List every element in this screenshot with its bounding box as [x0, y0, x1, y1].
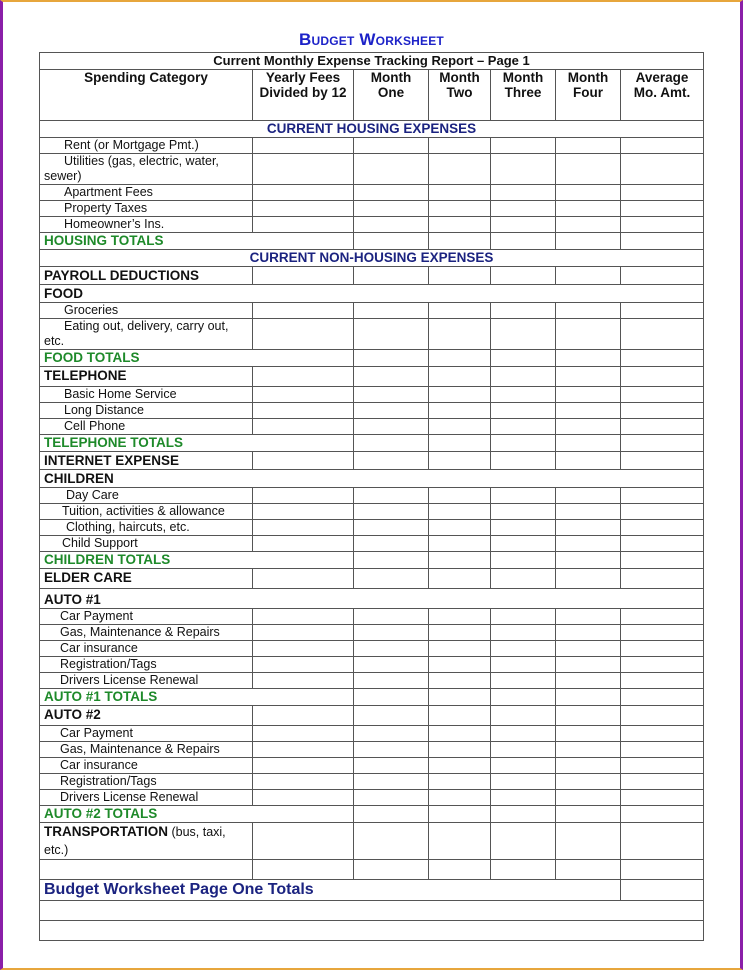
cell-month-four[interactable]: [556, 419, 621, 435]
cell-average[interactable]: [621, 860, 704, 880]
cell-month-one[interactable]: [354, 706, 429, 726]
cell-month-three[interactable]: [491, 823, 556, 860]
cell-yearly[interactable]: [253, 217, 354, 233]
cell-yearly[interactable]: [253, 154, 354, 185]
cell-month-two[interactable]: [429, 609, 491, 625]
transportation-label-bold: TRANSPORTATION: [44, 824, 168, 839]
cell-average[interactable]: [621, 185, 704, 201]
auto2-totals-label: AUTO #2 TOTALS: [40, 806, 354, 823]
blank-row[interactable]: [40, 901, 704, 921]
cell-month-one[interactable]: [354, 233, 429, 250]
cell-month-one[interactable]: [354, 569, 429, 589]
row-label: Long Distance: [40, 403, 253, 419]
cell-average[interactable]: [621, 673, 704, 689]
cell-month-four[interactable]: [556, 673, 621, 689]
budget-worksheet-table: [39, 52, 704, 941]
cell-month-four[interactable]: [556, 726, 621, 742]
cell-month-one[interactable]: [354, 435, 429, 452]
cell-average[interactable]: [621, 569, 704, 589]
cell-average[interactable]: [621, 350, 704, 367]
cell-month-four[interactable]: [556, 435, 621, 452]
cell-month-three[interactable]: [491, 552, 556, 569]
cell-month-four[interactable]: [556, 452, 621, 470]
cell-month-two[interactable]: [429, 350, 491, 367]
cell-month-three[interactable]: [491, 520, 556, 536]
cell-yearly[interactable]: [253, 488, 354, 504]
cell-month-one[interactable]: [354, 452, 429, 470]
cell-month-three[interactable]: [491, 138, 556, 154]
cell-average[interactable]: [621, 742, 704, 758]
cell-average[interactable]: [621, 689, 704, 706]
food-totals-label: FOOD TOTALS: [40, 350, 354, 367]
cell-average[interactable]: [621, 201, 704, 217]
cell-month-three[interactable]: [491, 726, 556, 742]
cell-month-one[interactable]: [354, 201, 429, 217]
cell-month-one[interactable]: [354, 790, 429, 806]
cell-average[interactable]: [621, 267, 704, 285]
cell-month-two[interactable]: [429, 504, 491, 520]
cell-month-one[interactable]: [354, 806, 429, 823]
cell-month-one[interactable]: [354, 367, 429, 387]
row-label: Apartment Fees: [40, 185, 253, 201]
cell-month-three[interactable]: [491, 689, 556, 706]
cell-month-two[interactable]: [429, 201, 491, 217]
transportation-note: (bus, taxi, etc.): [44, 825, 226, 857]
cell-yearly[interactable]: [253, 860, 354, 880]
telephone-group-label: TELEPHONE: [40, 367, 253, 387]
row-label: Gas, Maintenance & Repairs: [40, 625, 253, 641]
cell-average[interactable]: [621, 641, 704, 657]
cell-average[interactable]: [621, 552, 704, 569]
cell-month-two[interactable]: [429, 233, 491, 250]
cell-yearly[interactable]: [253, 673, 354, 689]
cell-month-one[interactable]: [354, 217, 429, 233]
cell-month-two[interactable]: [429, 419, 491, 435]
cell-month-two[interactable]: [429, 625, 491, 641]
cell-average[interactable]: [621, 233, 704, 250]
cell-month-three[interactable]: [491, 154, 556, 185]
cell-month-two[interactable]: [429, 758, 491, 774]
cell-average[interactable]: [621, 319, 704, 350]
cell-average[interactable]: [621, 504, 704, 520]
cell-month-four[interactable]: [556, 303, 621, 319]
cell-month-two[interactable]: [429, 569, 491, 589]
cell-month-four[interactable]: [556, 706, 621, 726]
cell-month-four[interactable]: [556, 217, 621, 233]
cell-month-two[interactable]: [429, 823, 491, 860]
cell-month-two[interactable]: [429, 367, 491, 387]
telephone-totals-label: TELEPHONE TOTALS: [40, 435, 354, 452]
cell-month-four[interactable]: [556, 609, 621, 625]
cell-average[interactable]: [621, 154, 704, 185]
auto2-group-label: AUTO #2: [40, 706, 253, 726]
cell-month-four[interactable]: [556, 201, 621, 217]
cell-month-one[interactable]: [354, 552, 429, 569]
cell-month-four[interactable]: [556, 790, 621, 806]
cell-yearly[interactable]: [253, 419, 354, 435]
cell-average[interactable]: [621, 419, 704, 435]
cell-yearly[interactable]: [253, 536, 354, 552]
row-label: Day Care: [40, 488, 253, 504]
cell-month-four[interactable]: [556, 552, 621, 569]
cell-month-two[interactable]: [429, 774, 491, 790]
blank-row[interactable]: [40, 921, 704, 941]
cell-month-two[interactable]: [429, 217, 491, 233]
col-header-category: Spending Category: [40, 70, 253, 121]
cell-month-one[interactable]: [354, 303, 429, 319]
cell-month-three[interactable]: [491, 488, 556, 504]
cell-month-one[interactable]: [354, 860, 429, 880]
cell-month-four[interactable]: [556, 387, 621, 403]
cell-month-two[interactable]: [429, 488, 491, 504]
cell-yearly[interactable]: [253, 387, 354, 403]
cell-month-two[interactable]: [429, 706, 491, 726]
row-label: Gas, Maintenance & Repairs: [40, 742, 253, 758]
cell-yearly[interactable]: [253, 303, 354, 319]
cell-average[interactable]: [621, 625, 704, 641]
cell-average[interactable]: [621, 774, 704, 790]
cell-yearly[interactable]: [253, 403, 354, 419]
cell-month-four[interactable]: [556, 641, 621, 657]
cell-month-three[interactable]: [491, 641, 556, 657]
cell-month-one[interactable]: [354, 641, 429, 657]
cell-yearly[interactable]: [253, 185, 354, 201]
col-header-month-four: Month Four: [556, 70, 621, 121]
cell-yearly[interactable]: [253, 823, 354, 860]
cell-month-four[interactable]: [556, 569, 621, 589]
cell-month-four[interactable]: [556, 154, 621, 185]
row-label: Groceries: [40, 303, 253, 319]
cell-month-one[interactable]: [354, 403, 429, 419]
cell-average[interactable]: [621, 387, 704, 403]
cell-month-three[interactable]: [491, 185, 556, 201]
cell-month-three[interactable]: [491, 569, 556, 589]
cell-month-four[interactable]: [556, 403, 621, 419]
cell-month-two[interactable]: [429, 138, 491, 154]
cell-month-three[interactable]: [491, 267, 556, 285]
cell-month-three[interactable]: [491, 419, 556, 435]
cell-month-one[interactable]: [354, 350, 429, 367]
elder-care-label: ELDER CARE: [40, 569, 253, 589]
cell-month-four[interactable]: [556, 689, 621, 706]
cell-month-three[interactable]: [491, 758, 556, 774]
cell-month-four[interactable]: [556, 504, 621, 520]
cell-average[interactable]: [621, 706, 704, 726]
cell-average[interactable]: [621, 520, 704, 536]
cell-month-two[interactable]: [429, 154, 491, 185]
cell-month-two[interactable]: [429, 689, 491, 706]
children-group-label: CHILDREN: [40, 470, 704, 488]
cell-month-two[interactable]: [429, 790, 491, 806]
cell-average[interactable]: [621, 657, 704, 673]
cell-month-three[interactable]: [491, 774, 556, 790]
cell-average[interactable]: [621, 758, 704, 774]
cell-yearly[interactable]: [253, 504, 354, 520]
row-label: Tuition, activities & allowance: [40, 504, 253, 520]
cell-average[interactable]: [621, 303, 704, 319]
row-label: Registration/Tags: [40, 657, 253, 673]
cell-month-two[interactable]: [429, 860, 491, 880]
cell-yearly[interactable]: [253, 641, 354, 657]
cell-month-four[interactable]: [556, 367, 621, 387]
cell-month-two[interactable]: [429, 726, 491, 742]
cell-month-three[interactable]: [491, 790, 556, 806]
cell-yearly[interactable]: [253, 657, 354, 673]
cell-yearly[interactable]: [253, 569, 354, 589]
cell-yearly[interactable]: [253, 625, 354, 641]
cell-month-one[interactable]: [354, 609, 429, 625]
cell-month-two[interactable]: [429, 435, 491, 452]
cell-month-one[interactable]: [354, 536, 429, 552]
auto1-group-label: AUTO #1: [40, 589, 704, 609]
section-header-non-housing: CURRENT NON-HOUSING EXPENSES: [40, 250, 704, 267]
cell-month-three[interactable]: [491, 233, 556, 250]
cell-average[interactable]: [621, 138, 704, 154]
cell-month-four[interactable]: [556, 742, 621, 758]
col-header-month-one: Month One: [354, 70, 429, 121]
cell-month-four[interactable]: [556, 806, 621, 823]
cell-average[interactable]: [621, 403, 704, 419]
cell-month-one[interactable]: [354, 387, 429, 403]
blank-cell[interactable]: [40, 860, 253, 880]
row-label: Car insurance: [40, 758, 253, 774]
cell-month-four[interactable]: [556, 625, 621, 641]
row-label: Homeowner’s Ins.: [40, 217, 253, 233]
cell-month-four[interactable]: [556, 823, 621, 860]
cell-month-three[interactable]: [491, 403, 556, 419]
cell-month-one[interactable]: [354, 625, 429, 641]
cell-month-one[interactable]: [354, 657, 429, 673]
cell-month-two[interactable]: [429, 673, 491, 689]
cell-month-two[interactable]: [429, 641, 491, 657]
cell-month-two[interactable]: [429, 387, 491, 403]
cell-average[interactable]: [621, 435, 704, 452]
cell-month-three[interactable]: [491, 625, 556, 641]
cell-month-three[interactable]: [491, 742, 556, 758]
cell-month-one[interactable]: [354, 504, 429, 520]
cell-month-one[interactable]: [354, 758, 429, 774]
cell-yearly[interactable]: [253, 726, 354, 742]
row-label: Utilities (gas, electric, water, sewer): [40, 154, 253, 185]
cell-month-four[interactable]: [556, 657, 621, 673]
cell-month-four[interactable]: [556, 520, 621, 536]
cell-month-one[interactable]: [354, 742, 429, 758]
cell-month-two[interactable]: [429, 185, 491, 201]
cell-month-one[interactable]: [354, 319, 429, 350]
cell-yearly[interactable]: [253, 520, 354, 536]
col-header-yearly: Yearly Fees Divided by 12: [253, 70, 354, 121]
cell-average[interactable]: [621, 536, 704, 552]
payroll-deductions-label: PAYROLL DEDUCTIONS: [40, 267, 253, 285]
cell-average[interactable]: [621, 452, 704, 470]
cell-yearly[interactable]: [253, 774, 354, 790]
food-group-label: FOOD: [40, 285, 704, 303]
row-label: Drivers License Renewal: [40, 673, 253, 689]
cell-yearly[interactable]: [253, 452, 354, 470]
cell-month-three[interactable]: [491, 387, 556, 403]
cell-month-three[interactable]: [491, 303, 556, 319]
cell-month-one[interactable]: [354, 419, 429, 435]
cell-yearly[interactable]: [253, 758, 354, 774]
section-header-housing: CURRENT HOUSING EXPENSES: [40, 121, 704, 138]
cell-yearly[interactable]: [253, 609, 354, 625]
cell-yearly[interactable]: [253, 201, 354, 217]
col-header-average: Average Mo. Amt.: [621, 70, 704, 121]
cell-average[interactable]: [621, 488, 704, 504]
cell-month-one[interactable]: [354, 726, 429, 742]
cell-yearly[interactable]: [253, 267, 354, 285]
row-label: Car Payment: [40, 609, 253, 625]
cell-month-one[interactable]: [354, 488, 429, 504]
row-label: Registration/Tags: [40, 774, 253, 790]
cell-average[interactable]: [621, 609, 704, 625]
cell-month-four[interactable]: [556, 138, 621, 154]
cell-month-one[interactable]: [354, 689, 429, 706]
cell-month-four[interactable]: [556, 758, 621, 774]
cell-month-three[interactable]: [491, 706, 556, 726]
row-label: Car Payment: [40, 726, 253, 742]
row-label: Clothing, haircuts, etc.: [40, 520, 253, 536]
transportation-label: [40, 823, 253, 860]
cell-grand-total-average[interactable]: [621, 880, 704, 901]
cell-month-two[interactable]: [429, 403, 491, 419]
cell-month-four[interactable]: [556, 319, 621, 350]
cell-yearly[interactable]: [253, 790, 354, 806]
row-label: Eating out, delivery, carry out, etc.: [40, 319, 253, 350]
cell-month-one[interactable]: [354, 823, 429, 860]
cell-month-one[interactable]: [354, 774, 429, 790]
cell-average[interactable]: [621, 726, 704, 742]
cell-yearly[interactable]: [253, 742, 354, 758]
cell-month-three[interactable]: [491, 504, 556, 520]
cell-month-four[interactable]: [556, 267, 621, 285]
internet-expense-label: INTERNET EXPENSE: [40, 452, 253, 470]
row-label: Rent (or Mortgage Pmt.): [40, 138, 253, 154]
cell-month-three[interactable]: [491, 536, 556, 552]
cell-month-three[interactable]: [491, 806, 556, 823]
cell-month-four[interactable]: [556, 350, 621, 367]
row-label: Basic Home Service: [40, 387, 253, 403]
cell-month-one[interactable]: [354, 673, 429, 689]
auto1-totals-label: AUTO #1 TOTALS: [40, 689, 354, 706]
cell-month-two[interactable]: [429, 303, 491, 319]
cell-month-one[interactable]: [354, 154, 429, 185]
report-title: Current Monthly Expense Tracking Report – Page 1: [40, 53, 704, 70]
cell-month-three[interactable]: [491, 673, 556, 689]
cell-month-four[interactable]: [556, 233, 621, 250]
cell-month-two[interactable]: [429, 742, 491, 758]
cell-month-two[interactable]: [429, 319, 491, 350]
cell-month-two[interactable]: [429, 657, 491, 673]
cell-month-four[interactable]: [556, 860, 621, 880]
cell-month-one[interactable]: [354, 185, 429, 201]
row-label: Drivers License Renewal: [40, 790, 253, 806]
cell-month-one[interactable]: [354, 267, 429, 285]
cell-yearly[interactable]: [253, 319, 354, 350]
cell-month-three[interactable]: [491, 367, 556, 387]
cell-average[interactable]: [621, 790, 704, 806]
cell-month-three[interactable]: [491, 350, 556, 367]
cell-month-two[interactable]: [429, 536, 491, 552]
cell-month-three[interactable]: [491, 435, 556, 452]
cell-month-three[interactable]: [491, 657, 556, 673]
col-header-month-two: Month Two: [429, 70, 491, 121]
cell-average[interactable]: [621, 806, 704, 823]
cell-yearly[interactable]: [253, 706, 354, 726]
housing-totals-label: HOUSING TOTALS: [40, 233, 354, 250]
cell-month-four[interactable]: [556, 774, 621, 790]
row-label: Car insurance: [40, 641, 253, 657]
cell-average[interactable]: [621, 217, 704, 233]
cell-month-four[interactable]: [556, 185, 621, 201]
page-title: Budget Worksheet: [299, 30, 444, 49]
row-label: Property Taxes: [40, 201, 253, 217]
cell-yearly[interactable]: [253, 367, 354, 387]
children-totals-label: CHILDREN TOTALS: [40, 552, 354, 569]
cell-month-one[interactable]: [354, 138, 429, 154]
cell-month-two[interactable]: [429, 520, 491, 536]
row-label: Cell Phone: [40, 419, 253, 435]
cell-month-three[interactable]: [491, 860, 556, 880]
col-header-month-three: Month Three: [491, 70, 556, 121]
cell-average[interactable]: [621, 367, 704, 387]
cell-month-three[interactable]: [491, 319, 556, 350]
cell-month-two[interactable]: [429, 552, 491, 569]
cell-month-two[interactable]: [429, 452, 491, 470]
row-label: Child Support: [40, 536, 253, 552]
cell-month-four[interactable]: [556, 488, 621, 504]
cell-month-three[interactable]: [491, 201, 556, 217]
cell-average[interactable]: [621, 823, 704, 860]
cell-month-four[interactable]: [556, 536, 621, 552]
cell-month-three[interactable]: [491, 609, 556, 625]
cell-month-three[interactable]: [491, 217, 556, 233]
cell-month-two[interactable]: [429, 806, 491, 823]
cell-month-three[interactable]: [491, 452, 556, 470]
cell-month-two[interactable]: [429, 267, 491, 285]
grand-total-label: Budget Worksheet Page One Totals: [40, 880, 621, 901]
cell-month-one[interactable]: [354, 520, 429, 536]
cell-yearly[interactable]: [253, 138, 354, 154]
